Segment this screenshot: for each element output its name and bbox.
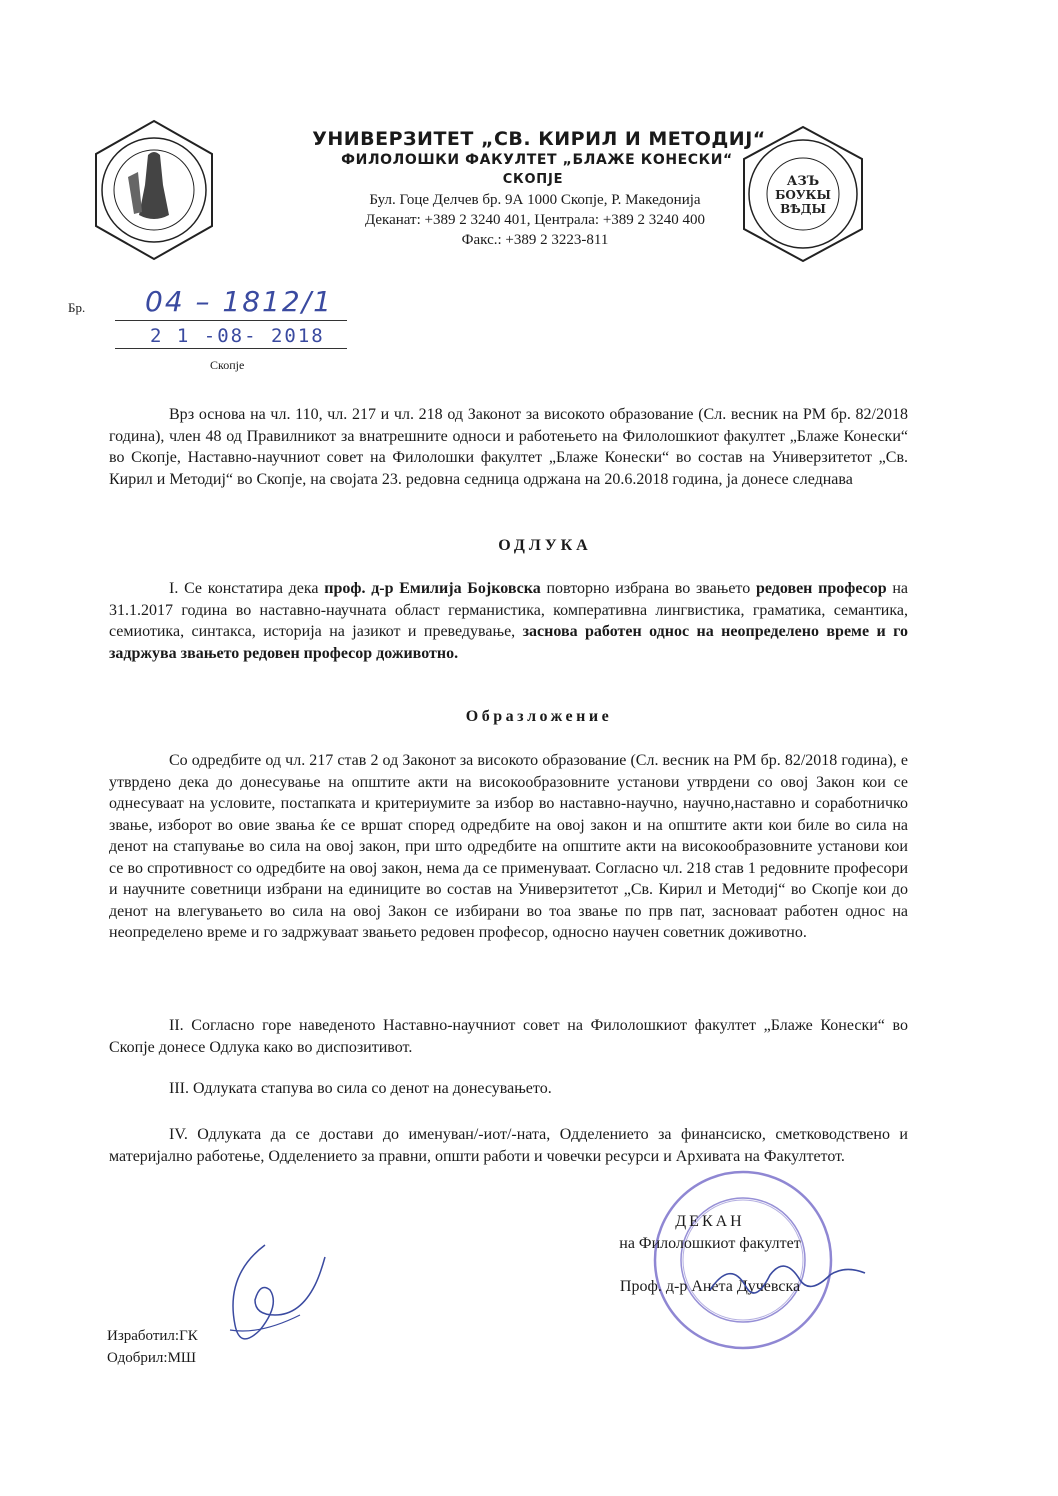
svg-text:БОУКЫ: БОУКЫ [775,188,831,202]
address: Бул. Гоце Делчев бр. 9А 1000 Скопје, Р. Македонија [369,192,701,208]
registration-line [115,320,347,321]
registration-city: Скопје [210,358,245,372]
registration-line [115,348,347,349]
faculty-name: ФИЛОЛОШКИ ФАКУЛТЕТ „БЛАЖЕ КОНЕСКИ“ [341,152,733,168]
prepared-by: Изработил:ГК [107,1328,198,1344]
university-name: УНИВЕРЗИТЕТ „СВ. КИРИЛ И МЕТОДИЈ“ [312,128,766,150]
fax: Факс.: +389 2 3223-811 [461,232,609,248]
author-signature [210,1235,330,1365]
point-two: II. Согласно горе наведеното Наставно-научниот совет на Филолошкиот факултет „Блаже Конески“ во Скопје донесе Одлука како во диспозитивот. [109,1017,908,1056]
dean-name: Проф. д-р Анета Дучевска [619,1278,801,1295]
point-three: III. Одлуката стапува во сила со денот на донесувањето. [169,1080,552,1097]
decision-title: ОДЛУКА [498,537,592,554]
header-city: СКОПЈЕ [502,172,564,187]
point-one: I. Се констатира дека проф. д-р Емилија Бојковска повторно избрана во звањето редовен професор на 31.1.2017 година во наставно-научната област германистика, комперативна лингвистика, граматика, семантика, семиотика, синтакса, историја на јазикот и преведување, заснова работен однос на неопределено време и го задржува звањето редовен професор доживотно. [109,580,909,662]
intro-paragraph: Врз основа на чл. 110, чл. 217 и чл. 218 од Законот за високото образование (Сл. весник на РМ бр. 82/2018 година), член 48 од Правилникот за внатрешните односи и работењето на Филолошкиот факултет „Блаже Конески“ во Скопје, Наставно-научниот совет на Филолошки факултет „Блаже Конески“ во состав на Универзитетот „Св. Кирил и Методиј“ во Скопје, на својата 23. редовна седница одржана на 20.6.2018 година, ја донесе следнава [109,406,908,488]
svg-text:ВѢДЫ: ВѢДЫ [780,202,826,216]
dean-title: ДЕКАН [675,1213,745,1230]
approved-by: Одобрил:МШ [107,1350,197,1366]
registration-date: 2 1 -08- 2018 [150,325,325,347]
reasoning-title: Образложение [465,708,613,725]
point-four: IV. Одлуката да се достави до именуван/-иот/-ната, Одделението за финансиско, сметководствено и материјално работење, Одделението за правни, општи работи и човечки ресурси и Архивата на Факултетот. [109,1126,908,1165]
dean-signature [700,1250,870,1310]
dean-faculty: на Филолошкиот факултет [619,1235,801,1252]
phones: Деканат: +389 2 3240 401, Централа: +389 2 3240 400 [364,212,706,228]
svg-text:АЗЪ: АЗЪ [786,174,820,189]
registration-number: 04 – 1812/1 [145,285,333,318]
reasoning-paragraph: Со одредбите од чл. 217 став 2 од Законот за високото образование (Сл. весник на РМ бр. 82/2018 година), е утврдено дека до донесување на општите акти на високообразовните установи утврдени со овој Закон кои се однесуваат на условите, постапката и критериумите за избор во наставно-научно, научно,наставно и соработничко звање, изборот во овие звања ќе се вршат според одредбите на овој закон и на општите акти кои биле во сила на денот на стапување во сила на овој закон, при што одредбите на општите акти на високообразовните установи кои се во спротивност со одредбите на овој закон, нема да се применуваат. Согласно чл. 218 став 1 редовните професори и научните советници избрани на единиците во состав на Универзитетот „Св. Кирил и Методиј“ во Скопје кои до денот на влегувањето во сила на овој Закон се избирани во тоа звање по прв пат, засноваат работен однос на неопределено време и го задржуваат звањето редовен професор, односно научен советник доживотно. [109,752,908,941]
registration-label: Бр. [68,300,86,315]
